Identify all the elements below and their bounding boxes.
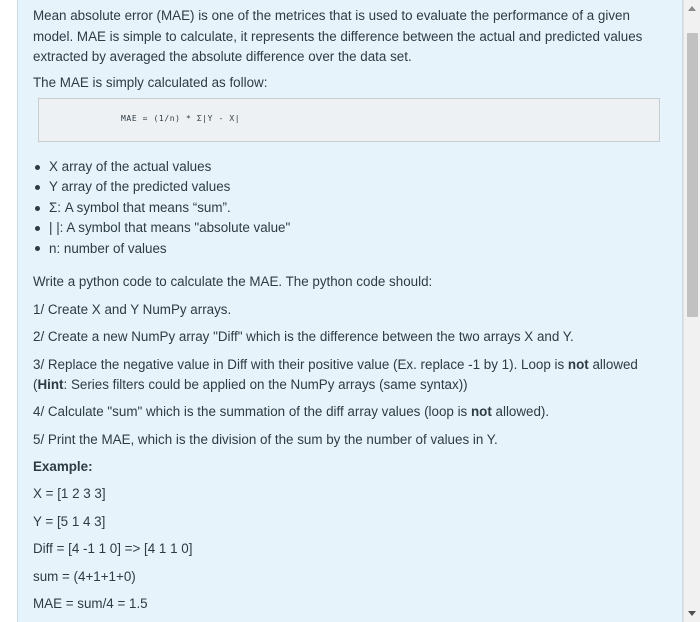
definition-list	[34, 157, 290, 259]
vertical-scrollbar[interactable]	[683, 0, 700, 622]
formula-text: MAE = (1/n) * Σ|Y - X|	[121, 114, 241, 123]
question-panel	[17, 0, 683, 622]
example-x: X = [1 2 3 3]	[33, 486, 106, 501]
task-step-1: 1/ Create X and Y NumPy arrays.	[33, 302, 232, 317]
list-item: X array of the actual values	[34, 157, 290, 177]
example-sum: sum = (4+1+1+0)	[33, 569, 136, 584]
example-diff: Diff = [4 -1 1 0] => [4 1 1 0]	[33, 541, 193, 556]
bullet-icon	[35, 206, 40, 211]
list-item: Y array of the predicted values	[34, 177, 290, 197]
bullet-icon	[35, 226, 40, 231]
scroll-thumb[interactable]	[687, 33, 698, 317]
task-step-3: 3/ Replace the negative value in Diff with their positive value (Ex. replace -1 by 1). Loop is not allowed (Hint: Series filters could be applied on the NumPy arrays (same syntax))	[33, 357, 638, 392]
scroll-down-icon[interactable]	[688, 611, 696, 616]
intro-line-2: model. MAE is simple to calculate, it represents the difference between the actual and predicted values	[33, 28, 643, 44]
bullet-icon	[35, 185, 40, 190]
list-item: Σ: A symbol that means “sum”.	[34, 198, 290, 218]
scroll-up-icon[interactable]	[688, 6, 696, 11]
example-y: Y = [5 1 4 3]	[33, 514, 106, 529]
list-item: | |: A symbol that means "absolute value"	[34, 218, 290, 238]
task-step-2: 2/ Create a new NumPy array "Diff" which is the difference between the two arrays X and Y.	[33, 329, 574, 344]
intro-line-3: extracted by averaged the absolute difference over the data set.	[33, 49, 412, 64]
list-item: n: number of values	[34, 239, 290, 259]
intro-line-1: Mean absolute error (MAE) is one of the metrices that is used to evaluate the performance of a given	[33, 8, 630, 23]
example-heading: Example:	[33, 459, 93, 474]
bullet-icon	[35, 165, 40, 170]
example-mae: MAE = sum/4 = 1.5	[33, 596, 148, 611]
bullet-icon	[35, 246, 40, 251]
intro-text	[33, 6, 653, 93]
task-step-5: 5/ Print the MAE, which is the division of the sum by the number of values in Y.	[33, 432, 498, 447]
task-step-4: 4/ Calculate "sum" which is the summation of the diff array values (loop is not allowed).	[33, 404, 550, 419]
formula-code-block	[38, 98, 660, 142]
intro-line-4: The MAE is simply calculated as follow:	[33, 74, 268, 90]
task-intro: Write a python code to calculate the MAE. The python code should:	[33, 274, 433, 289]
